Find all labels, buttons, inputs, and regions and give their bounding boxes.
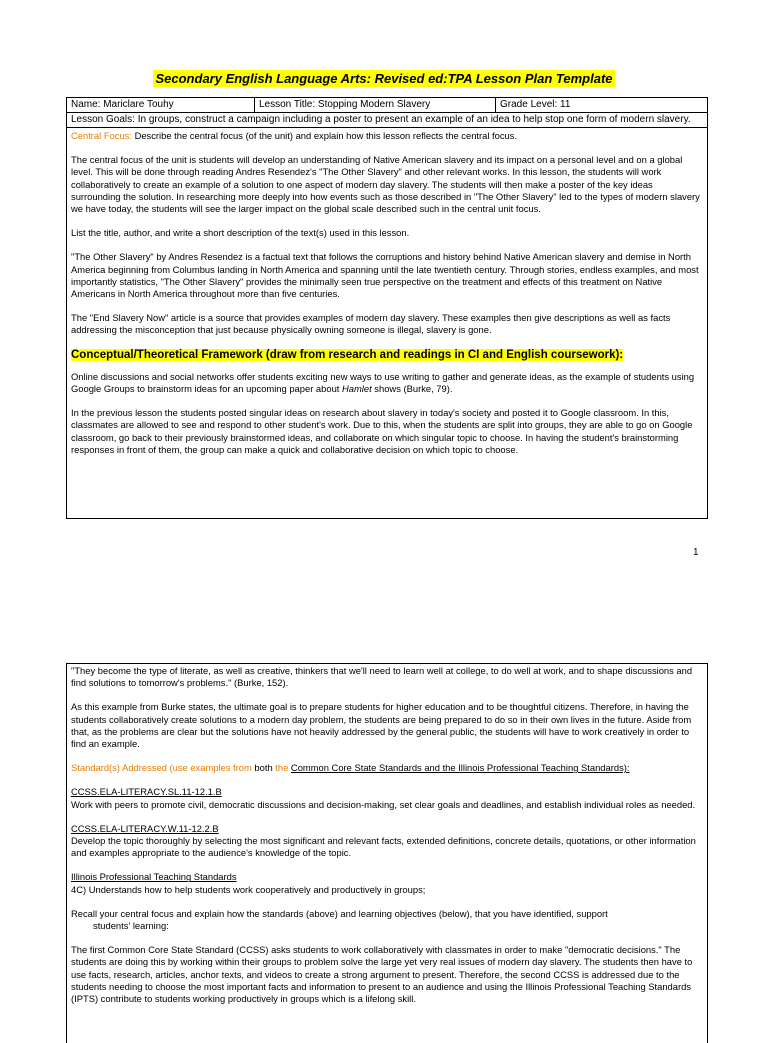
central-focus-prompt: Describe the central focus (of the unit) and explain how this lesson reflects the central focus. xyxy=(131,130,518,141)
central-focus-label: Central Focus: xyxy=(71,130,132,141)
lesson-goals: Lesson Goals: In groups, construct a campaign including a poster to present an example of an idea to help stop one form of modern slavery. xyxy=(71,114,691,125)
framework-p1: Online discussions and social networks offer students exciting new ways to use writing to gather and generate ideas, as the example of students using Google Groups to brainstorm ideas for an upcoming paper about Hamlet shows (Burke, 79). xyxy=(71,370,695,395)
header-row xyxy=(67,98,707,113)
burke-explanation: As this example from Burke states, the ultimate goal is to prepare students for higher education and to be thoughtful citizens. Therefore, in having the students collaboratively create solutions to a modern day problem, the students are being prepared to do so in their own lives in the future. Aside from that, as the problems are clear but the solutions have not heavily addressed by the general public, the students will have to work creatively in order to find an example. xyxy=(71,701,692,750)
page-number: 1 xyxy=(693,547,699,558)
central-focus-section xyxy=(67,128,707,456)
standard-3: Illinois Professional Teaching Standards 4C) Understands how to help students work cooperatively and productively in groups; xyxy=(71,871,426,895)
standards-explanation: The first Common Core State Standard (CCSS) asks students to work collaboratively with classmates in order to make "democratic decisions." The students are doing this by working within their groups to problem solve the large yet very real issues of modern day slavery. The students then have to use facts, research, articles, anchor texts, and videos to create a strong argument to present. Therefore, the second CCSS is addressed due to the students needing to choose the most important facts and information to present to an audience and using the Illinois Professional Teaching Standards (IPTS) contribute to students working productively in groups which is a lifelong skill. xyxy=(71,944,693,1005)
document-title-text: Secondary English Language Arts: Revised ed:TPA Lesson Plan Template xyxy=(155,71,613,86)
framework-heading: Conceptual/Theoretical Framework (draw from research and readings in CI and English coursework): xyxy=(71,348,624,361)
central-focus-p4: The "End Slavery Now" article is a source that provides examples of modern day slavery. These examples then give descriptions as well as facts addressing the misconception that just because physically owning someone is illegal, slavery is gone. xyxy=(71,312,671,336)
grade-level-cell: Grade Level: 11 xyxy=(495,98,707,112)
lesson-plan-continued xyxy=(66,663,708,1043)
central-focus-p3: "The Other Slavery" by Andres Resendez is a factual text that follows the corruptions and history behind Native American slavery and demise in North America beginning from Columbus landing in North America and spanning until the late twentieth century. Through stories, endless examples, and most importantly statistics, "The Other Slavery" provides the minimally seen true perspective on the treatment and effects of this treatment on Native Americans in North America throughout more than five centuries. xyxy=(71,251,699,300)
continued-content xyxy=(67,664,707,1005)
burke-quote: "They become the type of literate, as well as creative, thinkers that we'll need to learn well at college, to do well at work, and to shape discussions and find solutions to tomorrow's problems." (Burke, 152). xyxy=(71,665,693,689)
central-focus-p2: List the title, author, and write a short description of the text(s) used in this lesson. xyxy=(71,227,410,239)
lesson-title-cell: Lesson Title: Stopping Modern Slavery xyxy=(254,98,495,112)
standard-1: CCSS.ELA-LITERACY.SL.11-12.1.B Work with peers to promote civil, democratic discussions and decision-making, set clear goals and deadlines, and establish individual roles as needed. xyxy=(71,786,696,810)
recall-prompt: Recall your central focus and explain how the standards (above) and learning objectives (below), that you have identified, support students' learning: xyxy=(71,907,608,932)
goals-row xyxy=(67,113,707,128)
name-cell: Name: Mariclare Touhy xyxy=(71,99,174,110)
central-focus-p1: The central focus of the unit is students will develop an understanding of Native American slavery and its impact on a personal level and on a global level. This will be done through reading Andres Resendez's "The Other Slavery" and other relevant works. In this lesson, the students will work collaboratively to create an example of a solution to one aspect of modern day slavery. The students will then make a poster of the key ideas surrounding the solution. In researching more deeply into how events such as those described in "The Other Slavery" led to the types of modern slavery we have today, the students will see the larger impact on the global scale described such in the central unit focus. xyxy=(71,154,700,215)
standards-label: Standard(s) Addressed (use examples from both the Common Core State Standards and the Illinois Professional Teaching Standards): xyxy=(71,762,630,774)
lesson-plan-table xyxy=(66,97,708,519)
document-title xyxy=(0,70,768,88)
framework-p2: In the previous lesson the students posted singular ideas on research about slavery in today's society and posted it to Google classroom. In this, classmates are allowed to see and respond to other student's work. Due to this, when the students are split into groups, they are able to go on Google classroom, go back to their previously brainstormed ideas, and collaborate on which singular topic to choose. In having the student's brainstorming responses in front of them, the group can make a quick and collaborative decision on which topic to choose. xyxy=(71,407,693,455)
standard-2: CCSS.ELA-LITERACY.W.11-12.2.B Develop the topic thoroughly by selecting the most significant and relevant facts, extended definitions, concrete details, quotations, or other information and examples appropriate to the audience's knowledge of the topic. xyxy=(71,822,696,859)
